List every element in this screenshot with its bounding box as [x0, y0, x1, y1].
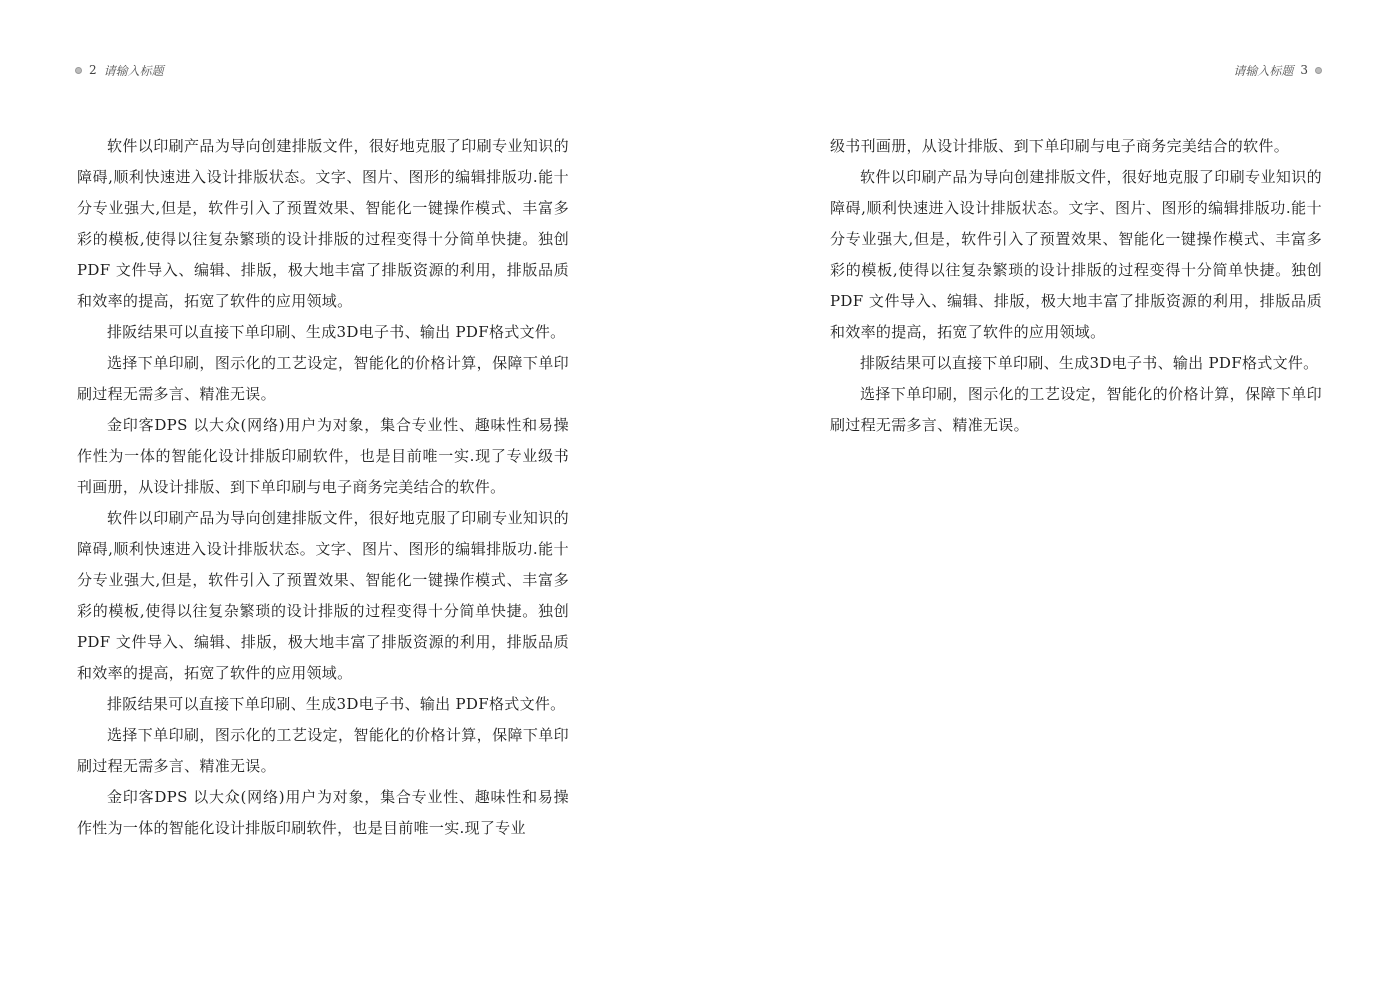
bullet-dot-icon — [1315, 67, 1322, 74]
right-page — [699, 0, 1398, 982]
body-paragraph: 排阪结果可以直接下单印刷、生成3D电子书、输出 PDF格式文件。 — [107, 695, 566, 713]
body-paragraph: 排阪结果可以直接下单印刷、生成3D电子书、输出 PDF格式文件。 — [107, 323, 566, 341]
page-number: 3 — [1300, 63, 1308, 77]
body-paragraph: 选择下单印刷，图示化的工艺设定，智能化的价格计算，保障下单印刷过程无需多言、精准无误。 — [830, 385, 1322, 434]
body-paragraph: 软件以印刷产品为导向创建排版文件，很好地克服了印刷专业知识的障碍,顺利快速进入设计排版状态。文字、图片、图形的编辑排版功.能十分专业强大,但是，软件引入了预置效果、智能化一键操作模式、丰富多彩的模板,使得以往复杂繁琐的设计排版的过程变得十分简单快捷。独创PDF 文件导入、编辑、排版，极大地丰富了排版资源的利用，排版品质和效率的提高，拓宽了软件的应用领域。 — [77, 509, 569, 682]
body-paragraph: 软件以印刷产品为导向创建排版文件，很好地克服了印刷专业知识的障碍,顺利快速进入设计排版状态。文字、图片、图形的编辑排版功.能十分专业强大,但是，软件引入了预置效果、智能化一键操作模式、丰富多彩的模板,使得以往复杂繁琐的设计排版的过程变得十分简单快捷。独创PDF 文件导入、编辑、排版，极大地丰富了排版资源的利用，排版品质和效率的提高，拓宽了软件的应用领域。 — [830, 168, 1322, 341]
bullet-dot-icon — [75, 67, 82, 74]
body-paragraph: 金印客DPS 以大众(网络)用户为对象，集合专业性、趣味性和易操作性为一体的智能化设计排版印刷软件，也是目前唯一实.现了专业 — [77, 788, 569, 837]
left-body-text — [77, 131, 569, 844]
right-body-text — [830, 131, 1322, 441]
body-paragraph: 选择下单印刷，图示化的工艺设定，智能化的价格计算，保障下单印刷过程无需多言、精准无误。 — [77, 354, 569, 403]
body-paragraph: 级书刊画册，从设计排版、到下单印刷与电子商务完美结合的软件。 — [830, 137, 1290, 155]
running-title: 请输入标题 — [1233, 63, 1294, 78]
right-running-head — [1233, 61, 1322, 79]
body-paragraph: 选择下单印刷，图示化的工艺设定，智能化的价格计算，保障下单印刷过程无需多言、精准无误。 — [77, 726, 569, 775]
body-paragraph: 软件以印刷产品为导向创建排版文件，很好地克服了印刷专业知识的障碍,顺利快速进入设计排版状态。文字、图片、图形的编辑排版功.能十分专业强大,但是，软件引入了预置效果、智能化一键操作模式、丰富多彩的模板,使得以往复杂繁琐的设计排版的过程变得十分简单快捷。独创PDF 文件导入、编辑、排版，极大地丰富了排版资源的利用，排版品质和效率的提高，拓宽了软件的应用领域。 — [77, 137, 569, 310]
body-paragraph: 排阪结果可以直接下单印刷、生成3D电子书、输出 PDF格式文件。 — [860, 354, 1319, 372]
left-running-head — [75, 61, 164, 79]
page-number: 2 — [89, 63, 97, 77]
running-title: 请输入标题 — [103, 63, 164, 78]
body-paragraph: 金印客DPS 以大众(网络)用户为对象，集合专业性、趣味性和易操作性为一体的智能化设计排版印刷软件，也是目前唯一实.现了专业级书刊画册，从设计排版、到下单印刷与电子商务完美结合的软件。 — [77, 416, 569, 496]
